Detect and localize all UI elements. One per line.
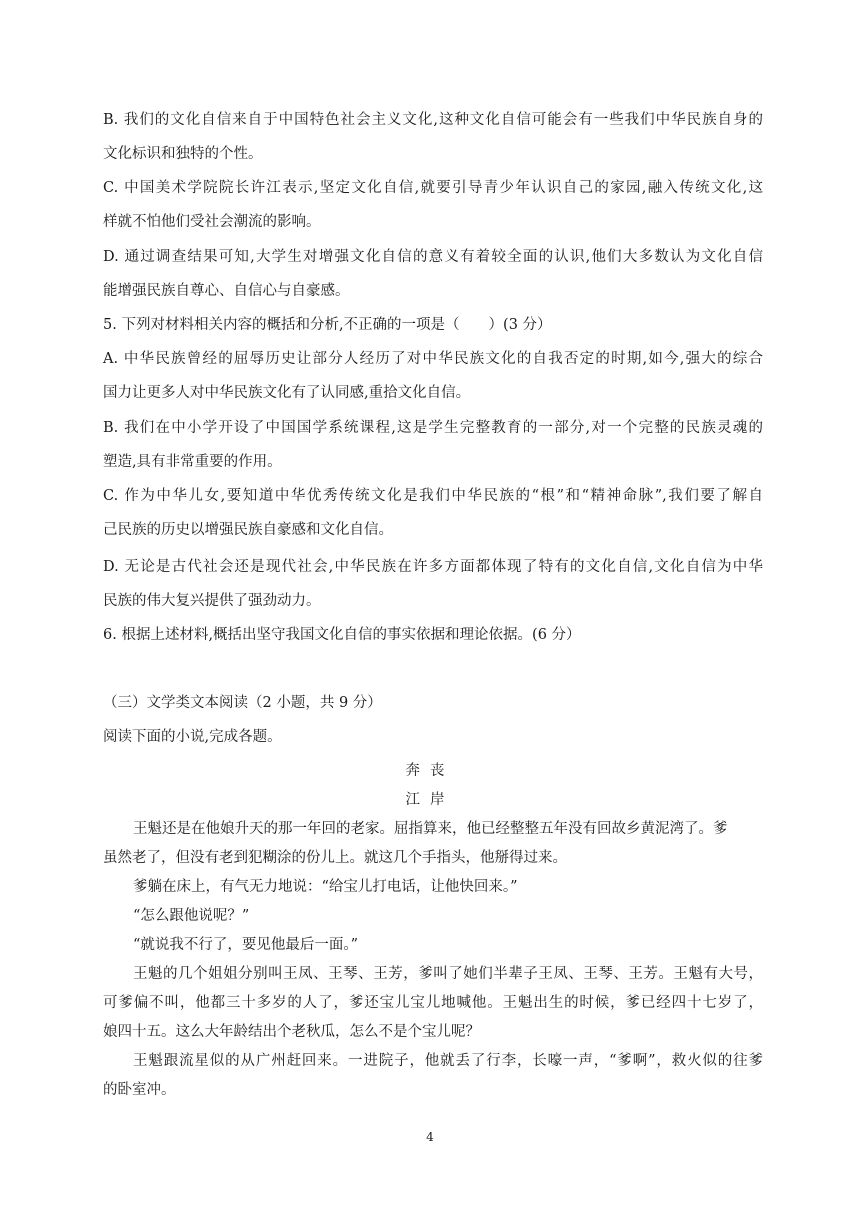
page-number: 4 [426, 1130, 434, 1144]
option-d-line-1: D. 通过调查结果可知,大学生对增强文化自信的意义有着较全面的认识,他们大多数认为文化自信 [103, 249, 763, 265]
q5-option-c-line-2: 己民族的历史以增强民族自豪感和文化自信。 [103, 522, 393, 538]
q5-option-a-line-2: 国力让更多人对中华民族文化有了认同感,重拾文化自信。 [103, 385, 471, 401]
q5-option-d-line-1: D. 无论是古代社会还是现代社会,中华民族在许多方面都体现了特有的文化自信,文化自信为中华 [103, 559, 763, 575]
option-c-line-2: 样就不怕他们受社会潮流的影响。 [103, 214, 321, 230]
story-paragraph-line: 虽然老了，但没有老到犯糊涂的份儿上。就这几个手指头，他掰得过来。 [103, 850, 567, 866]
q5-option-c-line-1: C. 作为中华儿女,要知道中华优秀传统文化是我们中华民族的“根”和“精神命脉”,我们要了解自 [103, 488, 763, 504]
option-b-line-1: B. 我们的文化自信来自于中国特色社会主义文化,这种文化自信可能会有一些我们中华民族自身的 [103, 112, 763, 128]
q5-option-b-line-2: 塑造,具有非常重要的作用。 [103, 454, 282, 470]
story-paragraph-line: 爹躺在床上，有气无力地说：“给宝儿打电话，让他快回来。” [133, 879, 518, 895]
story-paragraph-line: 王魁还是在他娘升天的那一年回的老家。屈指算来，他已经整整五年没有回故乡黄泥湾了。爹 [133, 821, 728, 837]
q5-option-b-line-1: B. 我们在中小学开设了中国国学系统课程,这是学生完整教育的一部分,对一个完整的民族灵魂的 [103, 420, 763, 436]
option-c-line-1: C. 中国美术学院院长许江表示,坚定文化自信,就要引导青少年认识自己的家园,融入传统文化,这 [103, 180, 763, 196]
story-paragraph-line: 娘四十五。这么大年龄结出个老秋瓜，怎么不是个宝儿呢？ [103, 1024, 480, 1040]
option-d-line-2: 能增强民族自尊心、自信心与自豪感。 [103, 283, 350, 299]
question-6: 6. 根据上述材料,概括出坚守我国文化自信的事实依据和理论依据。(6 分） [103, 627, 581, 643]
story-paragraph-line: “怎么跟他说呢？” [133, 908, 250, 924]
story-paragraph-line: 王魁的几个姐姐分别叫王凤、王琴、王芳，爹叫了她们半辈子王凤、王琴、王芳。王魁有大号， [133, 966, 763, 982]
q5-option-d-line-2: 民族的伟大复兴提供了强劲动力。 [103, 593, 321, 609]
question-5: 5. 下列对材料相关内容的概括和分析,不正确的一项是（ ）(3 分） [103, 317, 552, 333]
story-paragraph-line: “就说我不行了，要见他最后一面。” [133, 937, 359, 953]
reading-instruction: 阅读下面的小说,完成各题。 [103, 729, 282, 745]
story-paragraph-line: 王魁跟流星似的从广州赶回来。一进院子，他就丢了行李，长嚎一声，“爹啊”，救火似的往爹 [133, 1053, 763, 1069]
section-heading: （三）文学类文本阅读（2 小题，共 9 分） [103, 695, 382, 711]
story-author: 江岸 [405, 792, 455, 808]
q5-option-a-line-1: A. 中华民族曾经的屈辱历史让部分人经历了对中华民族文化的自我否定的时期,如今,强大的综合 [103, 351, 763, 367]
option-b-line-2: 文化标识和独特的个性。 [103, 146, 263, 162]
story-paragraph-line: 可爹偏不叫，他都三十多岁的人了，爹还宝儿宝儿地喊他。王魁出生的时候，爹已经四十七岁了， [103, 995, 763, 1011]
story-paragraph-line: 的卧室冲。 [103, 1082, 176, 1098]
story-title: 奔丧 [405, 763, 455, 779]
